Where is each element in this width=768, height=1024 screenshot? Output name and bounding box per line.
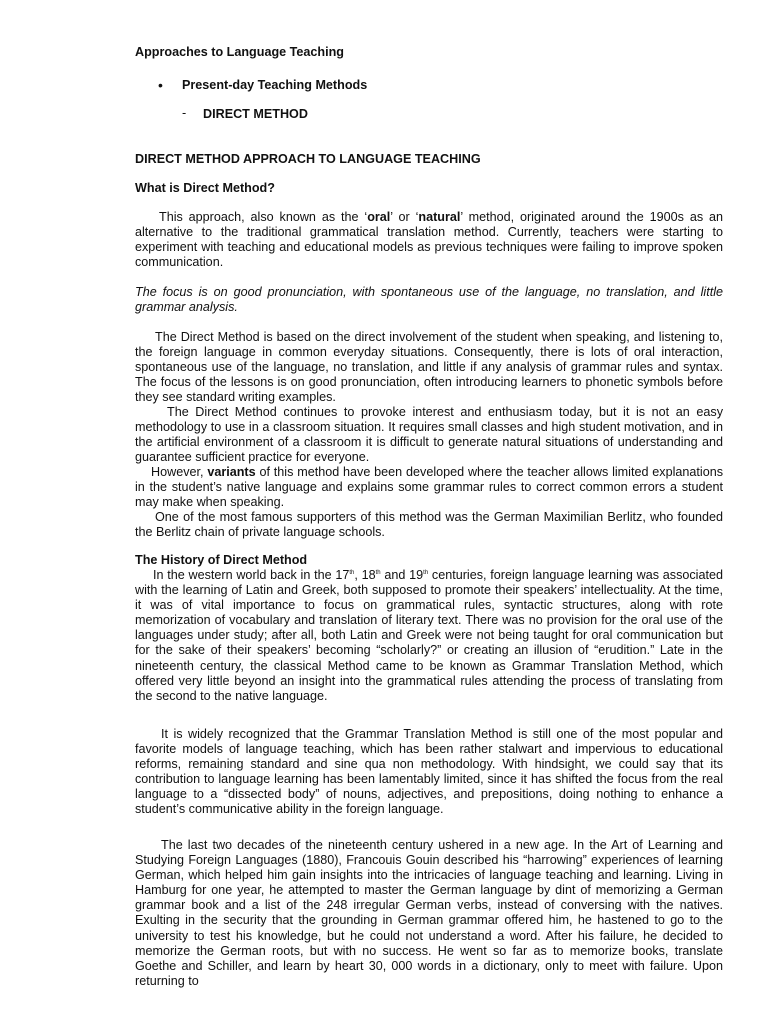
history-heading: The History of Direct Method: [135, 553, 308, 567]
paragraph-provoke-interest: The Direct Method continues to provoke interest and enthusiasm today, but it is not an easy methodology to use in a classroom situation. It requires small classes and high student motivation, and in the artificial environment of a classroom it is difficult to generate natural situations of understanding and guarantee sufficient practice for everyone.: [135, 405, 723, 465]
paragraph-berlitz: One of the most famous supporters of this method was the German Maximilian Berlitz, who founded the Berlitz chain of private language schools.: [135, 510, 723, 540]
oral-term: oral: [367, 210, 391, 224]
natural-term: natural: [418, 210, 461, 224]
variants-term: variants: [207, 465, 256, 479]
paragraph-history: In the western world back in the 17th, 18th and 19th centuries, foreign language learning was associated with the learning of Latin and Greek, both supposed to promote their speakers’ intellectuality. At the time, it was of vital importance to focus on grammatical rules, syntactic structures, along with rote memorization of vocabulary and translation of literary text. There was no provision for the oral use of the languages under study; after all, both Latin and Greek were not being taught for oral communication but for the sake of their speakers’ becoming “scholarly?” or creating an illusion of “erudition.” Late in the nineteenth century, the classical Method came to be known as Grammar Translation Method, which offered very little beyond an insight into the grammatical rules attending the process of translating from the second to the native language.: [135, 568, 723, 703]
paragraph-intro: This approach, also known as the ‘oral’ or ‘natural’ method, originated around the 1900s as an alternative to the traditional grammatical translation method. Currently, teachers were starting to experiment with teaching and educational models as previous techniques were failing to improve spoken communication.: [135, 210, 724, 270]
document-title: Approaches to Language Teaching: [135, 45, 344, 59]
what-heading: What is Direct Method?: [135, 181, 275, 195]
paragraph-variants: However, variants of this method have been developed where the teacher allows limited explanations in the student’s native language and explains some grammar rules to correct common errors a student may make when speaking.: [135, 465, 723, 510]
paragraph-grammar-translation: It is widely recognized that the Grammar Translation Method is still one of the most popular and favorite models of language teaching, which has been rather stalwart and impervious to educational reforms, remaining standard and sine qua non methodology. With hindsight, we could say that its contribution to language learning has been lamentably limited, since it has shifted the focus from the real language to a “dissected body” of nouns, adjectives, and prepositions, doing nothing to enhance a student’s communicative ability in the foreign language.: [135, 727, 723, 817]
paragraph-gouin: The last two decades of the nineteenth century ushered in a new age. In the Art of Learning and Studying Foreign Languages (1880), Francouis Gouin described his “harrowing” experiences of learning German, which helped him gain insights into the intricacies of language teaching and learning. Living in Hamburg for one year, he attempted to master the German language by dint of memorizing a German grammar book and a list of the 248 irregular German verbs, instead of conversing with the natives. Exulting in the security that the grounding in German grammar offered him, he hastened to go to the university to test his knowledge, but he could not understand a word. After his failure, he decided to memorize the German roots, but with no success. He went so far as to memorize books, translate Goethe and Schiller, and learn by heart 30, 000 words in a dictionary, only to meet with failure. Upon returning to: [135, 838, 723, 988]
bullet-item: Present-day Teaching Methods: [182, 78, 368, 92]
main-heading: DIRECT METHOD APPROACH TO LANGUAGE TEACHING: [135, 152, 481, 166]
bullet-icon: •: [158, 77, 163, 93]
sub-item: DIRECT METHOD: [203, 107, 308, 121]
paragraph-direct-involvement: The Direct Method is based on the direct involvement of the student when speaking, and listening to, the foreign language in common everyday situations. Consequently, there is lots of oral interaction, spontaneous use of the language, no translation, and little if any analysis of grammar rules and syntax. The focus of the lessons is on good pronunciation, often introducing learners to phonetic symbols before they see standard writing examples.: [135, 330, 723, 405]
dash-marker: -: [182, 106, 187, 120]
paragraph-focus: The focus is on good pronunciation, with spontaneous use of the language, no translation, and little grammar analysis.: [135, 285, 723, 315]
